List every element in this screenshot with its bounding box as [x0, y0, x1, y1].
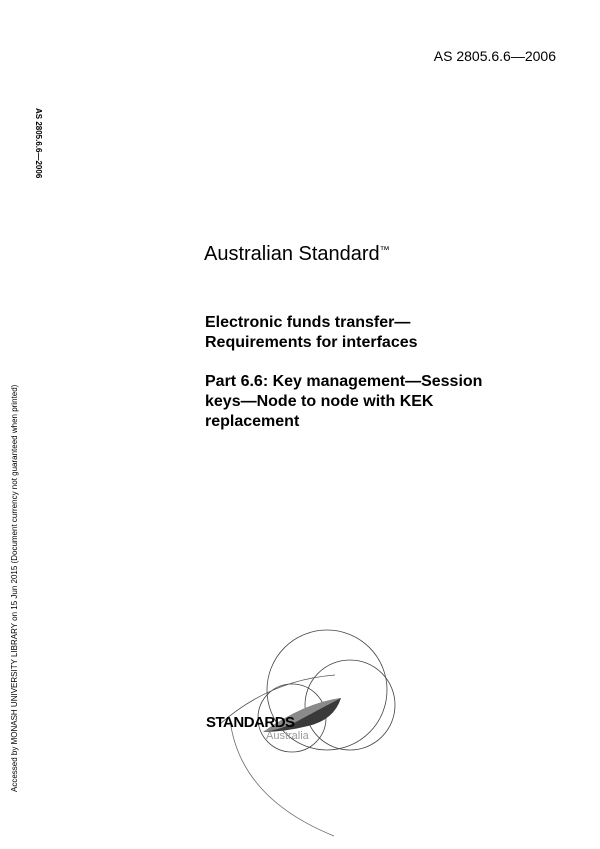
- document-title: [205, 313, 418, 353]
- title-line: Electronic funds transfer—: [205, 314, 411, 331]
- spine-standard-number: AS 2805.6.6—2006: [34, 108, 43, 179]
- part-title-line: keys—Node to node with KEK: [205, 393, 434, 410]
- access-notice: Accessed by MONASH UNIVERSITY LIBRARY on 15 Jun 2015 (Document currency not guaranteed when printed): [10, 384, 19, 792]
- title-line: Requirements for interfaces: [205, 334, 418, 351]
- standard-number: AS 2805.6.6—2006: [433, 48, 556, 64]
- document-type: [204, 243, 390, 266]
- document-type-label: Australian Standard: [204, 243, 380, 265]
- logo-subtext: Australia: [266, 730, 309, 742]
- logo-wordmark: STANDARDS: [206, 714, 295, 731]
- trademark-symbol: ™: [379, 245, 390, 256]
- part-title-line: replacement: [205, 413, 300, 430]
- part-title: [205, 372, 535, 432]
- part-title-line: Part 6.6: Key management—Session: [205, 373, 483, 390]
